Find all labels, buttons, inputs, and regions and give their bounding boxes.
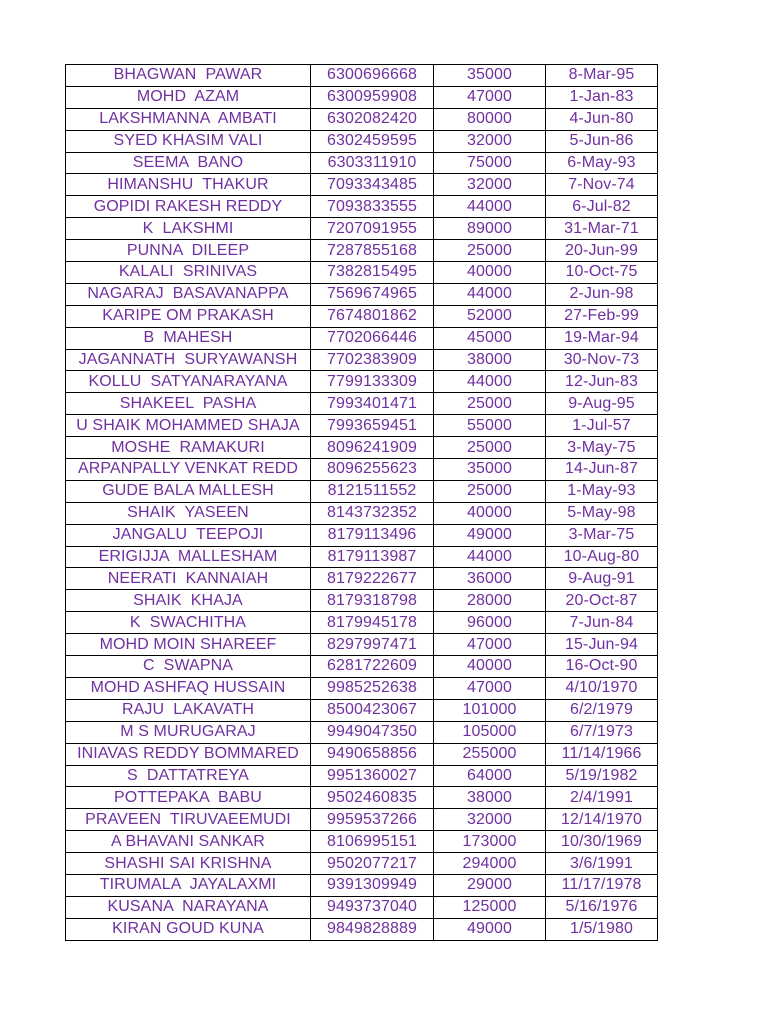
amount-cell: 32000: [434, 130, 546, 152]
table-row: [66, 874, 658, 896]
date-cell: 2/4/1991: [546, 787, 658, 809]
name-text: HIMANSHU THAKUR: [107, 175, 269, 193]
name-cell: [66, 699, 311, 721]
amount-cell: 40000: [434, 502, 546, 524]
amount-cell: 44000: [434, 371, 546, 393]
table-row: [66, 656, 658, 678]
phone-cell: 8121511552: [311, 480, 434, 502]
name-cell: [66, 853, 311, 875]
date-cell: 4/10/1970: [546, 677, 658, 699]
name-text: SHAIK KHAJA: [133, 591, 243, 609]
name-text: MOHD MOIN SHAREEF: [99, 635, 277, 653]
name-cell: [66, 590, 311, 612]
name-cell: [66, 327, 311, 349]
date-cell: 3/6/1991: [546, 853, 658, 875]
phone-cell: 8500423067: [311, 699, 434, 721]
date-cell: 6/2/1979: [546, 699, 658, 721]
table-row: [66, 459, 658, 481]
name-text: SHAIK YASEEN: [127, 504, 249, 522]
amount-cell: 25000: [434, 393, 546, 415]
amount-cell: 64000: [434, 765, 546, 787]
amount-cell: 96000: [434, 612, 546, 634]
table-row: [66, 174, 658, 196]
name-text: SYED KHASIM VALI: [113, 132, 263, 150]
phone-cell: 6302082420: [311, 108, 434, 130]
name-cell: [66, 918, 311, 940]
phone-cell: 6300696668: [311, 65, 434, 87]
phone-cell: 6281722609: [311, 656, 434, 678]
table-row: [66, 393, 658, 415]
table-row: [66, 743, 658, 765]
name-text: NAGARAJ BASAVANAPPA: [87, 285, 289, 303]
name-text: KALALI SRINIVAS: [118, 263, 258, 281]
name-cell: [66, 765, 311, 787]
table-row: [66, 721, 658, 743]
name-cell: [66, 546, 311, 568]
phone-cell: 9493737040: [311, 896, 434, 918]
name-cell: [66, 305, 311, 327]
name-cell: [66, 459, 311, 481]
date-cell: 8-Mar-95: [546, 65, 658, 87]
date-cell: 6-May-93: [546, 152, 658, 174]
name-cell: [66, 415, 311, 437]
phone-cell: 7674801862: [311, 305, 434, 327]
phone-cell: 7382815495: [311, 262, 434, 284]
table-row: [66, 809, 658, 831]
date-cell: 10-Oct-75: [546, 262, 658, 284]
table-row: [66, 590, 658, 612]
amount-cell: 49000: [434, 918, 546, 940]
table-row: [66, 918, 658, 940]
phone-cell: 9849828889: [311, 918, 434, 940]
date-cell: 27-Feb-99: [546, 305, 658, 327]
name-text: POTTEPAKA BABU: [114, 788, 262, 806]
date-cell: 1-Jan-83: [546, 86, 658, 108]
phone-cell: 8096255623: [311, 459, 434, 481]
table-row: [66, 831, 658, 853]
table-row: [66, 371, 658, 393]
name-cell: [66, 349, 311, 371]
date-cell: 1-Jul-57: [546, 415, 658, 437]
date-cell: 3-May-75: [546, 437, 658, 459]
table-row: [66, 349, 658, 371]
name-cell: [66, 437, 311, 459]
name-cell: [66, 218, 311, 240]
phone-cell: 9502460835: [311, 787, 434, 809]
amount-cell: 89000: [434, 218, 546, 240]
name-cell: [66, 240, 311, 262]
name-text: SHASHI SAI KRISHNA: [104, 854, 272, 872]
phone-cell: 6303311910: [311, 152, 434, 174]
table-row: [66, 524, 658, 546]
date-cell: 5-Jun-86: [546, 130, 658, 152]
name-text: C SWAPNA: [142, 657, 234, 675]
name-text: JANGALU TEEPOJI: [112, 526, 264, 544]
amount-cell: 32000: [434, 174, 546, 196]
name-cell: [66, 721, 311, 743]
table-row: [66, 634, 658, 656]
phone-cell: 7993401471: [311, 393, 434, 415]
name-cell: [66, 152, 311, 174]
date-cell: 9-Aug-91: [546, 568, 658, 590]
table-row: [66, 108, 658, 130]
amount-cell: 294000: [434, 853, 546, 875]
name-text: TIRUMALA JAYALAXMI: [99, 876, 277, 894]
amount-cell: 25000: [434, 480, 546, 502]
name-cell: [66, 262, 311, 284]
name-text: K LAKSHMI: [142, 219, 234, 237]
name-cell: [66, 874, 311, 896]
phone-cell: 6302459595: [311, 130, 434, 152]
date-cell: 11/17/1978: [546, 874, 658, 896]
phone-cell: 8096241909: [311, 437, 434, 459]
amount-cell: 173000: [434, 831, 546, 853]
amount-cell: 36000: [434, 568, 546, 590]
name-cell: [66, 283, 311, 305]
phone-cell: 9391309949: [311, 874, 434, 896]
amount-cell: 80000: [434, 108, 546, 130]
date-cell: 1/5/1980: [546, 918, 658, 940]
name-cell: [66, 831, 311, 853]
date-cell: 16-Oct-90: [546, 656, 658, 678]
name-cell: [66, 86, 311, 108]
table-row: [66, 568, 658, 590]
date-cell: 9-Aug-95: [546, 393, 658, 415]
phone-cell: 7702066446: [311, 327, 434, 349]
name-cell: [66, 480, 311, 502]
name-text: INIAVAS REDDY BOMMARED: [77, 745, 299, 763]
name-text: JAGANNATH SURYAWANSH: [78, 351, 298, 369]
phone-cell: 8179945178: [311, 612, 434, 634]
date-cell: 12-Jun-83: [546, 371, 658, 393]
phone-cell: 9490658856: [311, 743, 434, 765]
table-row: [66, 699, 658, 721]
phone-cell: 8179318798: [311, 590, 434, 612]
name-text: SEEMA BANO: [132, 154, 244, 171]
name-text: KUSANA NARAYANA: [107, 898, 269, 916]
name-text: B MAHESH: [143, 329, 233, 347]
name-cell: [66, 743, 311, 765]
amount-cell: 47000: [434, 634, 546, 656]
amount-cell: 28000: [434, 590, 546, 612]
phone-cell: 7993659451: [311, 415, 434, 437]
amount-cell: 105000: [434, 721, 546, 743]
date-cell: 10/30/1969: [546, 831, 658, 853]
date-cell: 4-Jun-80: [546, 108, 658, 130]
table-row: [66, 240, 658, 262]
amount-cell: 32000: [434, 809, 546, 831]
table-row: [66, 896, 658, 918]
phone-cell: 8179113987: [311, 546, 434, 568]
name-text: M S MURUGARAJ: [120, 723, 256, 741]
name-text: PRAVEEN TIRUVAEEMUDI: [85, 810, 291, 828]
name-text: BHAGWAN PAWAR: [113, 66, 263, 84]
date-cell: 5/16/1976: [546, 896, 658, 918]
name-cell: [66, 656, 311, 678]
name-text: MOHD ASHFAQ HUSSAIN: [90, 679, 286, 697]
phone-cell: 9949047350: [311, 721, 434, 743]
date-cell: 12/14/1970: [546, 809, 658, 831]
amount-cell: 40000: [434, 262, 546, 284]
name-cell: [66, 174, 311, 196]
name-cell: [66, 524, 311, 546]
name-text: ERIGIJJA MALLESHAM: [98, 548, 278, 566]
phone-cell: 7702383909: [311, 349, 434, 371]
table-row: [66, 86, 658, 108]
phone-cell: 7569674965: [311, 283, 434, 305]
name-text: KOLLU SATYANARAYANA: [88, 372, 288, 390]
name-cell: [66, 612, 311, 634]
date-cell: 7-Jun-84: [546, 612, 658, 634]
phone-cell: 8179222677: [311, 568, 434, 590]
phone-cell: 8143732352: [311, 502, 434, 524]
name-text: GOPIDI RAKESH REDDY: [93, 197, 283, 215]
date-cell: 11/14/1966: [546, 743, 658, 765]
name-cell: [66, 65, 311, 87]
table-row: [66, 853, 658, 875]
amount-cell: 25000: [434, 437, 546, 459]
date-cell: 20-Jun-99: [546, 240, 658, 262]
table-row: [66, 765, 658, 787]
amount-cell: 44000: [434, 283, 546, 305]
name-text: ARPANPALLY VENKAT REDD: [77, 460, 299, 478]
table-row: [66, 196, 658, 218]
name-text: RAJU LAKAVATH: [121, 701, 255, 719]
name-text: S DATTATREYA: [127, 766, 249, 784]
amount-cell: 125000: [434, 896, 546, 918]
phone-cell: 7287855168: [311, 240, 434, 262]
phone-cell: 8297997471: [311, 634, 434, 656]
table-row: [66, 502, 658, 524]
phone-cell: 9985252638: [311, 677, 434, 699]
date-cell: 30-Nov-73: [546, 349, 658, 371]
table-row: [66, 65, 658, 87]
table-row: [66, 612, 658, 634]
date-cell: 2-Jun-98: [546, 283, 658, 305]
date-cell: 6/7/1973: [546, 721, 658, 743]
amount-cell: 40000: [434, 656, 546, 678]
table-row: [66, 152, 658, 174]
phone-cell: 6300959908: [311, 86, 434, 108]
amount-cell: 29000: [434, 874, 546, 896]
amount-cell: 44000: [434, 196, 546, 218]
table-row: [66, 262, 658, 284]
name-cell: [66, 634, 311, 656]
name-text: NEERATI KANNAIAH: [107, 569, 269, 587]
table-row: [66, 677, 658, 699]
amount-cell: 255000: [434, 743, 546, 765]
amount-cell: 38000: [434, 787, 546, 809]
amount-cell: 52000: [434, 305, 546, 327]
phone-cell: 8106995151: [311, 831, 434, 853]
phone-cell: 9951360027: [311, 765, 434, 787]
table-body: [66, 65, 658, 941]
data-table: [65, 64, 658, 941]
table-row: [66, 305, 658, 327]
amount-cell: 47000: [434, 86, 546, 108]
date-cell: 15-Jun-94: [546, 634, 658, 656]
name-cell: [66, 130, 311, 152]
phone-cell: 7093343485: [311, 174, 434, 196]
name-cell: [66, 393, 311, 415]
name-text: GUDE BALA MALLESH: [102, 482, 274, 500]
phone-cell: 7207091955: [311, 218, 434, 240]
date-cell: 6-Jul-82: [546, 196, 658, 218]
amount-cell: 49000: [434, 524, 546, 546]
date-cell: 31-Mar-71: [546, 218, 658, 240]
amount-cell: 47000: [434, 677, 546, 699]
phone-cell: 7799133309: [311, 371, 434, 393]
date-cell: 20-Oct-87: [546, 590, 658, 612]
phone-cell: 9502077217: [311, 853, 434, 875]
name-text: SHAKEEL PASHA: [119, 394, 257, 412]
table-row: [66, 327, 658, 349]
date-cell: 5/19/1982: [546, 765, 658, 787]
name-cell: [66, 787, 311, 809]
amount-cell: 55000: [434, 415, 546, 437]
amount-cell: 25000: [434, 240, 546, 262]
date-cell: 3-Mar-75: [546, 524, 658, 546]
name-cell: [66, 568, 311, 590]
date-cell: 1-May-93: [546, 480, 658, 502]
table-row: [66, 480, 658, 502]
name-text: MOHD AZAM: [136, 88, 240, 106]
table-row: [66, 218, 658, 240]
amount-cell: 35000: [434, 65, 546, 87]
phone-cell: 8179113496: [311, 524, 434, 546]
name-text: KIRAN GOUD KUNA: [112, 920, 264, 938]
amount-cell: 75000: [434, 152, 546, 174]
table-row: [66, 415, 658, 437]
name-cell: [66, 809, 311, 831]
name-text: MOSHE RAMAKURI: [111, 438, 265, 456]
amount-cell: 38000: [434, 349, 546, 371]
name-cell: [66, 371, 311, 393]
amount-cell: 101000: [434, 699, 546, 721]
date-cell: 10-Aug-80: [546, 546, 658, 568]
table-row: [66, 437, 658, 459]
name-cell: [66, 108, 311, 130]
table-row: [66, 546, 658, 568]
name-text: PUNNA DILEEP: [126, 241, 250, 259]
name-text: K SWACHITHA: [129, 613, 247, 631]
phone-cell: 9959537266: [311, 809, 434, 831]
date-cell: 7-Nov-74: [546, 174, 658, 196]
table-row: [66, 130, 658, 152]
name-cell: [66, 502, 311, 524]
date-cell: 19-Mar-94: [546, 327, 658, 349]
date-cell: 14-Jun-87: [546, 459, 658, 481]
name-text: A BHAVANI SANKAR: [111, 832, 265, 850]
amount-cell: 44000: [434, 546, 546, 568]
phone-cell: 7093833555: [311, 196, 434, 218]
amount-cell: 45000: [434, 327, 546, 349]
amount-cell: 35000: [434, 459, 546, 481]
name-text: LAKSHMANNA AMBATI: [99, 110, 277, 128]
name-text: U SHAIK MOHAMMED SHAJA: [76, 416, 300, 434]
name-text: KARIPE OM PRAKASH: [102, 307, 274, 325]
date-cell: 5-May-98: [546, 502, 658, 524]
name-cell: [66, 196, 311, 218]
table-row: [66, 787, 658, 809]
name-cell: [66, 677, 311, 699]
table-row: [66, 283, 658, 305]
name-cell: [66, 896, 311, 918]
